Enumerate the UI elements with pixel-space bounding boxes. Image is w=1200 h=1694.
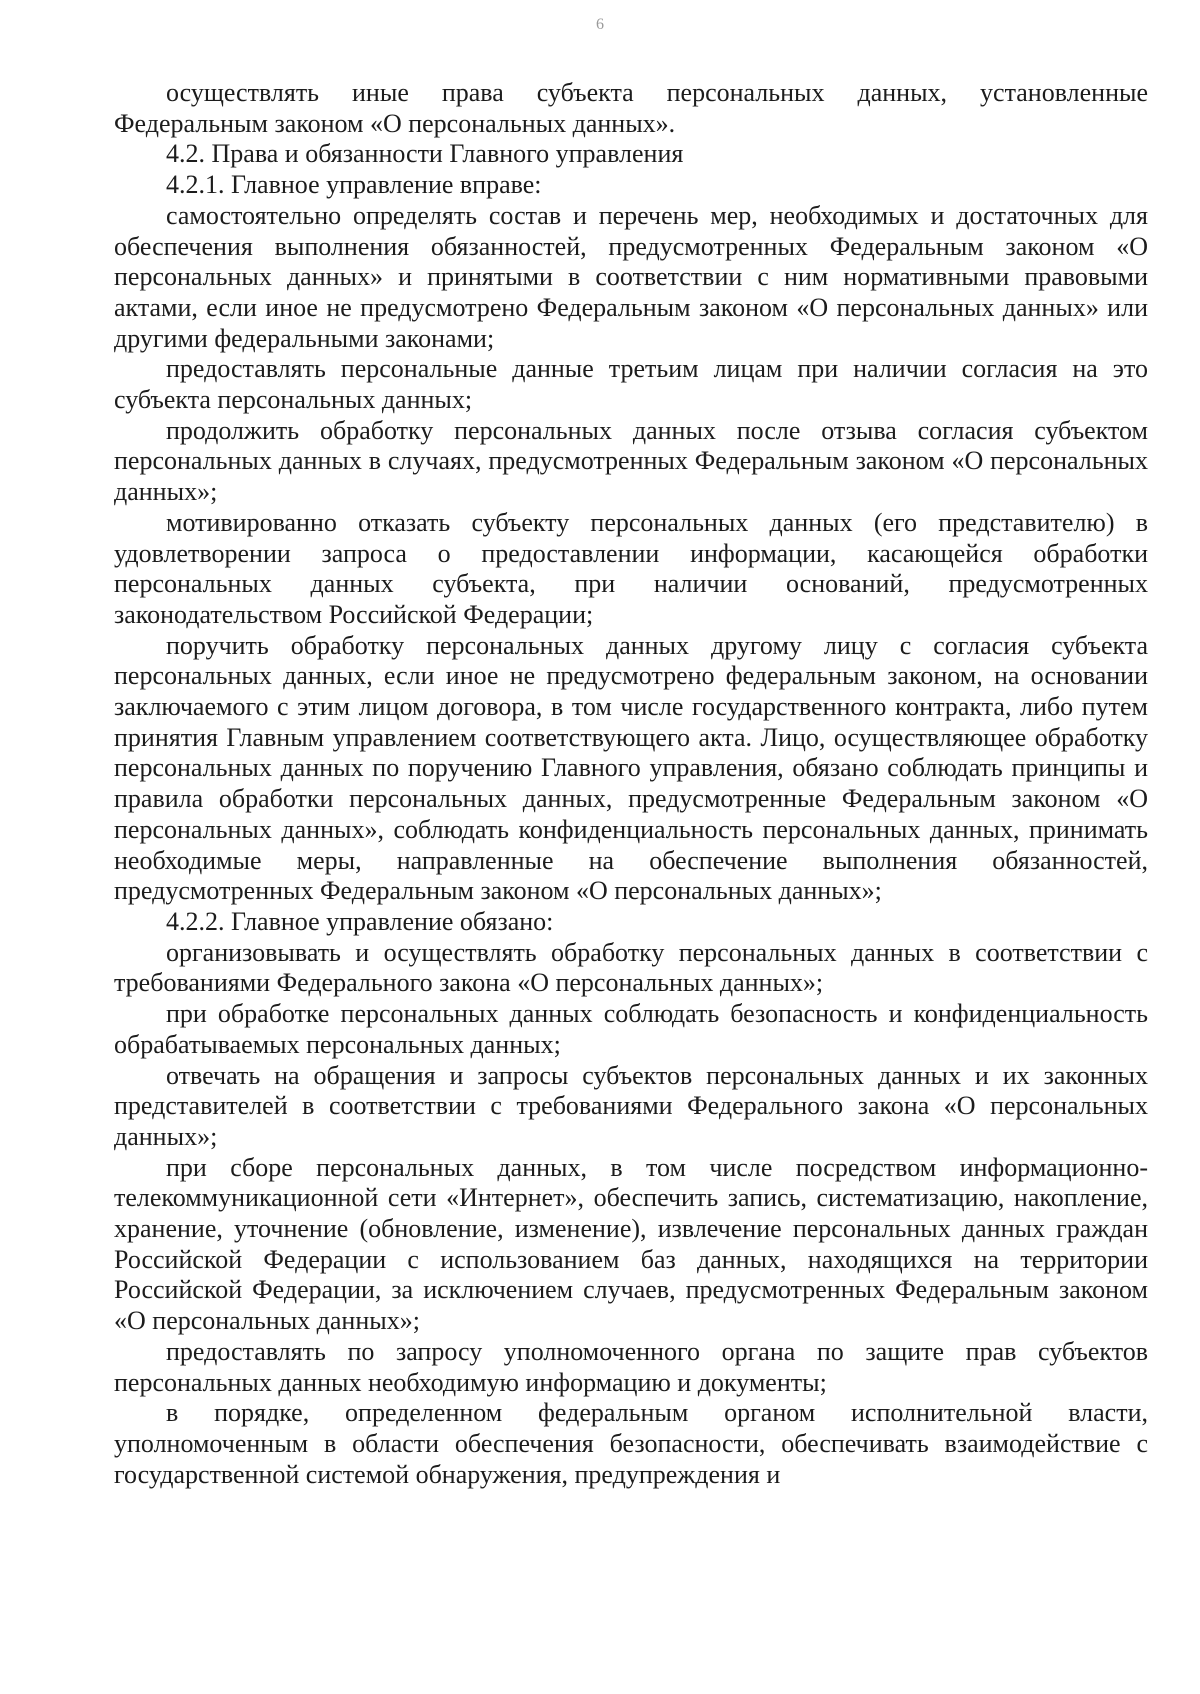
subsection-heading-4-2-2: 4.2.2. Главное управление обязано: [166,906,554,936]
paragraph: организовывать и осуществлять обработку персональных данных в соответствии с требованиями Федерального закона «О персональных данных»; [114,937,1148,998]
paragraph: продолжить обработку персональных данных после отзыва согласия субъектом персональных данных в случаях, предусмотренных Федеральным законом «О персональных данных»; [114,415,1148,507]
paragraph: предоставлять по запросу уполномоченного органа по защите прав субъектов персональных данных необходимую информацию и документы; [114,1336,1148,1397]
paragraph: мотивированно отказать субъекту персональных данных (его представителю) в удовлетворении запроса о предоставлении информации, касающейся обработки персональных данных субъекта, при наличии оснований, предусмотренных законодательством Российской Федерации; [114,507,1148,629]
paragraph: самостоятельно определять состав и перечень мер, необходимых и достаточных для обеспечения выполнения обязанностей, предусмотренных Федеральным законом «О персональных данных» и принятыми в соответствии с ним нормативными правовыми актами, если иное не предусмотрено Федеральным законом «О персональных данных» или другими федеральными законами; [114,200,1148,353]
section-heading-4-2: 4.2. Права и обязанности Главного управления [166,139,684,169]
subsection-heading-4-2-1: 4.2.1. Главное управление вправе: [166,170,542,200]
document-body [114,78,1148,1490]
paragraph: предоставлять персональные данные третьим лицам при наличии согласия на это субъекта персональных данных; [114,354,1148,415]
paragraph: при обработке персональных данных соблюдать безопасность и конфиденциальность обрабатываемых персональных данных; [114,999,1148,1059]
paragraph-continuation: осуществлять иные права субъекта персональных данных, установленные Федеральным законом «О персональных данных». [114,78,1148,138]
paragraph: поручить обработку персональных данных другому лицу с согласия субъекта персональных данных, если иное не предусмотрено федеральным законом, на основании заключаемого с этим лицом договора, в том числе государственного контракта, либо путем принятия Главным управлением соответствующего акта. Лицо, осуществляющее обработку персональных данных по поручению Главного управления, обязано соблюдать принципы и правила обработки персональных данных, предусмотренные Федеральным законом «О персональных данных», соблюдать конфиденциальность персональных данных, принимать необходимые меры, направленные на обеспечение выполнения обязанностей, предусмотренных Федеральным законом «О персональных данных»; [114,630,1148,906]
paragraph: при сборе персональных данных, в том числе посредством информационно-телекоммуникационной сети «Интернет», обеспечить запись, систематизацию, накопление, хранение, уточнение (обновление, изменение), извлечение персональных данных граждан Российской Федерации с использованием баз данных, находящихся на территории Российской Федерации, за исключением случаев, предусмотренных Федеральным законом «О персональных данных»; [114,1152,1148,1336]
page-number: 6 [596,16,604,33]
paragraph: в порядке, определенном федеральным органом исполнительной власти, уполномоченным в области обеспечения безопасности, обеспечивать взаимодействие с государственной системой обнаружения, предупреждения и [114,1398,1148,1489]
paragraph: отвечать на обращения и запросы субъектов персональных данных и их законных представителей в соответствии с требованиями Федерального закона «О персональных данных»; [114,1060,1148,1151]
